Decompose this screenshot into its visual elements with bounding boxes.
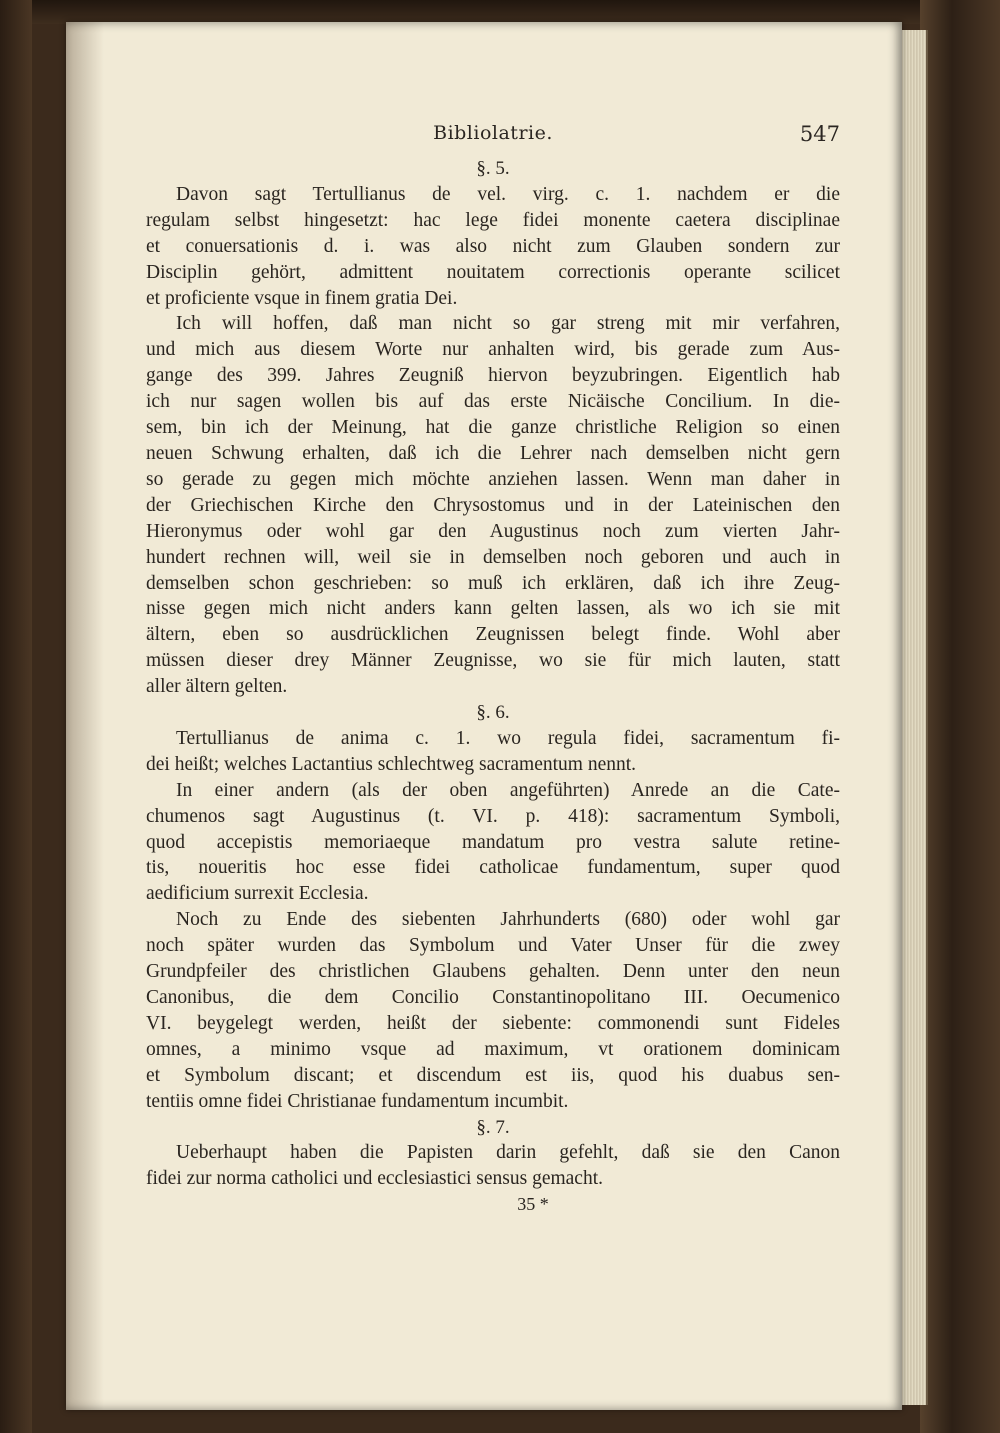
paragraph — [146, 726, 840, 778]
text-line: et conuersationis d. i. was also nicht zum Glauben sondern zur — [146, 235, 840, 257]
text-line: et proficiente vsque in finem gratia Dei. — [146, 287, 458, 309]
book-cover-top — [0, 0, 1000, 24]
text-line: omnes, a minimo vsque ad maximum, vt orationem dominicam — [146, 1038, 840, 1060]
text-line: chumenos sagt Augustinus (t. VI. p. 418): sacramentum Symboli, — [146, 805, 840, 827]
text-line: Tertullianus de anima c. 1. wo regula fidei, sacramentum fi- — [176, 727, 840, 749]
text-line: Ueberhaupt haben die Papisten darin gefehlt, daß sie den Canon — [176, 1142, 840, 1164]
text-line: ich nur sagen wollen bis auf das erste Nicäische Concilium. In die- — [146, 391, 840, 413]
section-heading: §. 7. — [476, 1116, 510, 1138]
text-line: sem, bin ich der Meinung, hat die ganze christliche Religion so einen — [146, 417, 840, 439]
text-line: tis, noueritis hoc esse fidei catholicae fundamentum, super quod — [146, 857, 840, 879]
text-line: VI. beygelegt werden, heißt der siebente: commonendi sunt Fideles — [146, 1012, 840, 1034]
spine-shadow — [66, 22, 104, 1410]
text-line: aedificium surrexit Ecclesia. — [146, 883, 369, 905]
book-page — [66, 22, 902, 1410]
paragraph — [146, 778, 840, 908]
section-heading: §. 5. — [476, 158, 510, 179]
text-line: In einer andern (als der oben angeführten) Anrede an die Cate- — [176, 779, 840, 801]
text-line: Ich will hoffen, daß man nicht so gar streng mit mir verfahren, — [176, 313, 840, 335]
text-line: gange des 399. Jahres Zeugniß hiervon beyzubringen. Eigentlich hab — [146, 365, 840, 387]
text-line: quod accepistis memoriaeque mandatum pro vestra salute retine- — [146, 831, 840, 853]
section-heading: §. 6. — [476, 702, 510, 724]
text-line: dei heißt; welches Lactantius schlechtweg sacramentum nennt. — [146, 753, 637, 775]
body-text — [146, 156, 840, 1218]
text-line: ältern, eben so ausdrücklichen Zeugnissen belegt finde. Wohl aber — [146, 624, 840, 646]
text-line: Disciplin gehört, admittent nouitatem correctionis operante scilicet — [146, 261, 840, 283]
text-line: und mich aus diesem Worte nur anhalten wird, bis gerade zum Aus- — [146, 339, 840, 361]
text-line: Hieronymus oder wohl gar den Augustinus noch zum vierten Jahr- — [146, 520, 840, 542]
text-line: so gerade zu gegen mich möchte anziehen lassen. Wenn man daher in — [146, 468, 840, 490]
text-line: regulam selbst hingesetzt: hac lege fidei monente caetera disciplinae — [146, 209, 840, 231]
book-cover-right — [920, 0, 1000, 1433]
paragraph — [146, 311, 840, 700]
text-line: Canonibus, die dem Concilio Constantinopolitano III. Oecumenico — [146, 987, 840, 1008]
text-line: müssen dieser drey Männer Zeugnisse, wo sie für mich lauten, statt — [146, 650, 840, 672]
page-number: 547 — [799, 122, 840, 146]
text-line: nisse gegen mich nicht anders kann gelten lassen, als wo ich sie mit — [146, 598, 840, 620]
text-line: tentiis omne fidei Christianae fundamentum incumbit. — [146, 1090, 569, 1112]
running-title: Bibliolatrie. — [433, 122, 553, 144]
text-line: Grundpfeiler des christlichen Glaubens gehalten. Denn unter den neun — [146, 961, 840, 983]
text-line: demselben schon geschrieben: so muß ich erklären, daß ich ihre Zeug- — [146, 572, 840, 594]
text-line: Noch zu Ende des siebenten Jahrhunderts (680) oder wohl gar — [176, 909, 840, 931]
page-header — [146, 122, 840, 152]
text-line: der Griechischen Kirche den Chrysostomus und in der Lateinischen den — [146, 494, 840, 516]
text-line: aller ältern gelten. — [146, 676, 288, 698]
text-line: Davon sagt Tertullianus de vel. virg. c. 1. nachdem er die — [176, 183, 840, 205]
text-line: hundert rechnen will, weil sie in demselben noch geboren und auch in — [146, 546, 840, 568]
text-line: neuen Schwung erhalten, daß ich die Lehrer nach demselben nicht gern — [146, 442, 840, 464]
paragraph — [146, 182, 840, 312]
book-cover-left — [0, 0, 32, 1433]
text-line: noch später wurden das Symbolum und Vater Unser für die zwey — [146, 935, 840, 957]
text-line: et Symbolum discant; et discendum est iis, quod his duabus sen- — [146, 1064, 840, 1086]
signature-mark: 35 * — [517, 1194, 549, 1215]
paragraph — [146, 907, 840, 1114]
text-line: fidei zur norma catholici und ecclesiastici sensus gemacht. — [146, 1168, 604, 1190]
paragraph — [146, 1140, 840, 1192]
